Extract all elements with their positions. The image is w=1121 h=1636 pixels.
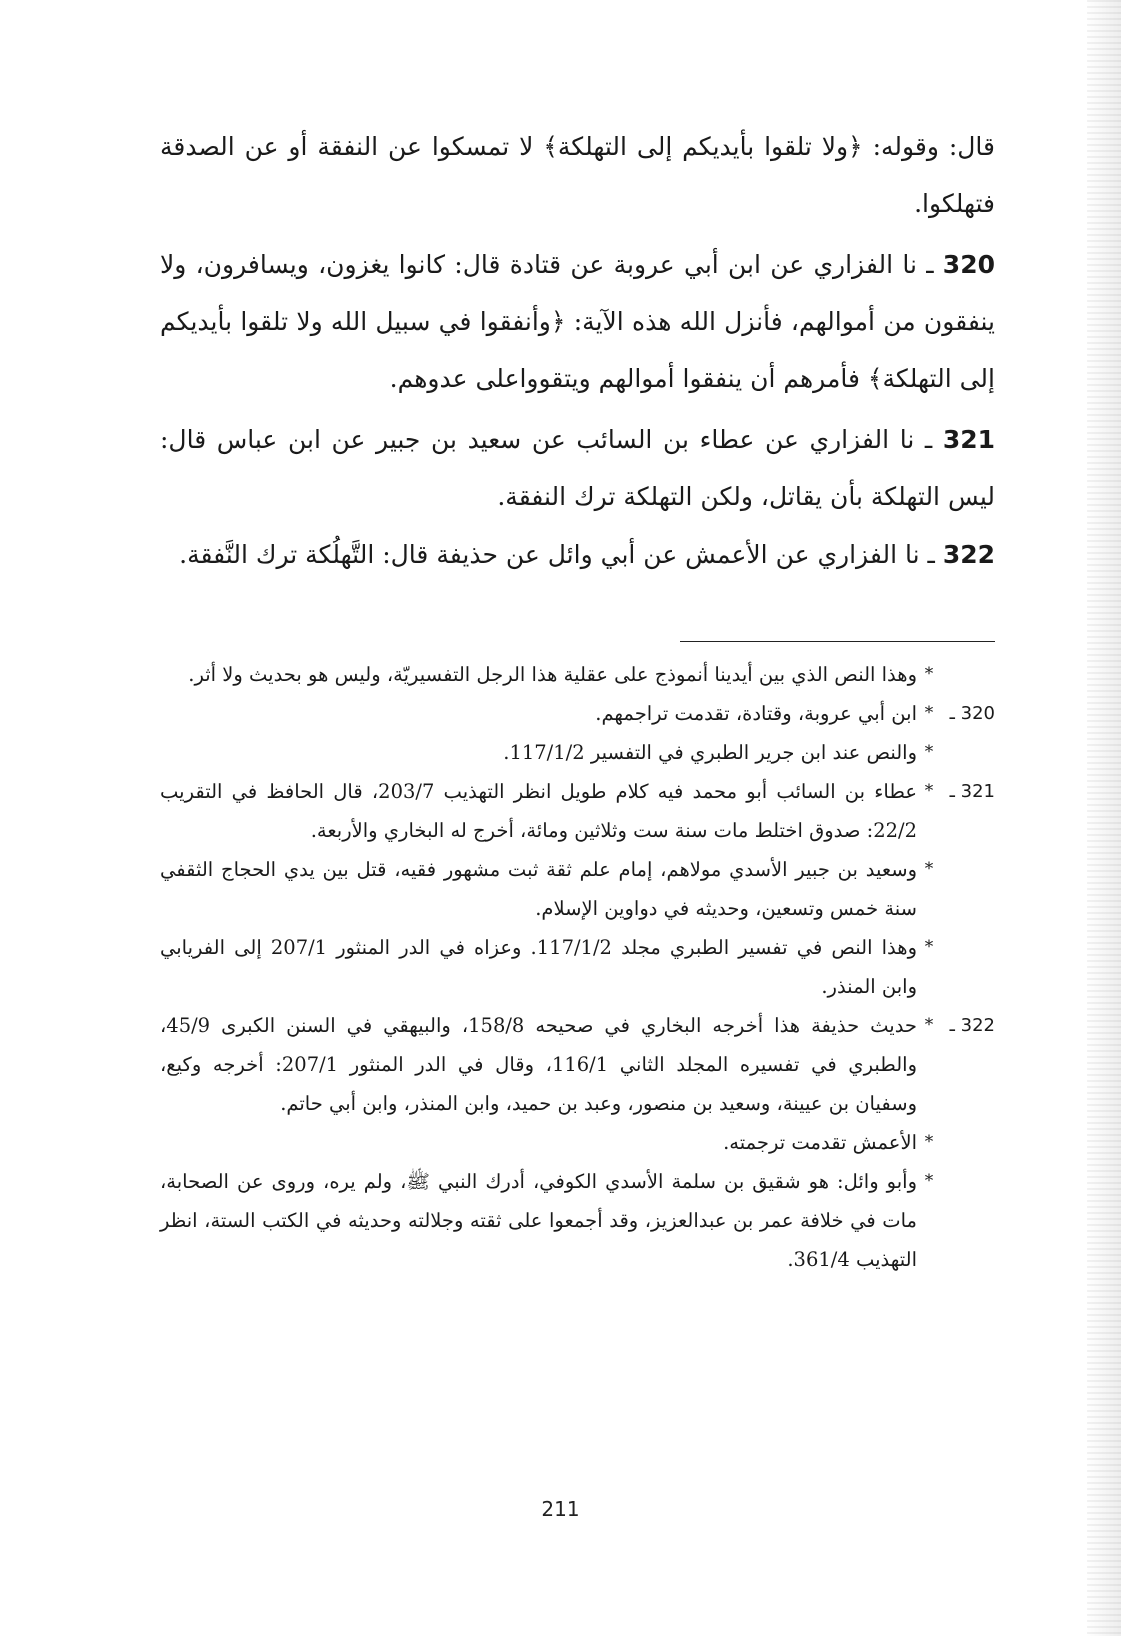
paragraph-321: [160, 411, 995, 525]
footnote: [160, 772, 995, 850]
footnote-marker: *: [924, 742, 934, 762]
footnote-text: وسعيد بن جبير الأسدي مولاهم، إمام علم ثقة ثبت مشهور فقيه، قتل بين يدي الحجاج الثقفي سنة خمس وتسعين، وحديثه في دواوين الإسلام.: [160, 858, 917, 920]
footnote: [160, 733, 995, 772]
footnote: [160, 1162, 995, 1279]
footnote: [160, 694, 995, 733]
footnote: [160, 655, 995, 694]
footnote-marker: *: [924, 664, 934, 684]
footnote-marker: *: [924, 937, 934, 957]
footnote: [160, 1006, 995, 1123]
footnote-label: 320 ـ: [949, 703, 995, 724]
footnote: [160, 1123, 995, 1162]
footnote-text: الأعمش تقدمت ترجمته.: [723, 1131, 917, 1154]
page-number: 211: [541, 1497, 580, 1521]
paragraph-intro-text: قال: وقوله: ﴿ولا تلقوا بأيديكم إلى التهلكة﴾ لا تمسكوا عن النفقة أو عن الصدقة فتهلكوا.: [160, 132, 995, 218]
footnote-marker: *: [924, 781, 934, 801]
footnote-text: وهذا النص الذي بين أيدينا أنموذج على عقلية هذا الرجل التفسيريّة، وليس هو بحديث ولا أثر.: [188, 663, 917, 686]
paragraph-322: [160, 526, 995, 583]
footnote-text: والنص عند ابن جرير الطبري في التفسير 117/1/2.: [503, 741, 917, 764]
footnotes: [160, 655, 995, 1279]
footnote-text: ابن أبي عروبة، وقتادة، تقدمت تراجمهم.: [595, 702, 917, 725]
paragraph-intro: [160, 118, 995, 232]
footnote-marker: *: [924, 1015, 934, 1035]
footnote-label: 321 ـ: [949, 781, 995, 802]
footnote-text: عطاء بن السائب أبو محمد فيه كلام طويل انظر التهذيب 203/7، قال الحافظ في التقريب 22/2: صدوق اختلط مات سنة ست وثلاثين ومائة، أخرج له البخاري والأربعة.: [160, 780, 917, 842]
paragraph-text: ـ نا الفزاري عن ابن أبي عروبة عن قتادة قال: كانوا يغزون، ويسافرون، ولا ينفقون من أموالهم، فأنزل الله هذه الآية: ﴿وأنفقوا في سبيل الله ولا تلقوا بأيديكم إلى التهلكة﴾ فأمرهم أن ينفقوا أموالهم ويتقوواعلى عدوهم.: [160, 250, 995, 393]
footnote-marker: *: [924, 1132, 934, 1152]
paragraph-number: 321: [942, 425, 996, 454]
footnote-marker: *: [924, 1171, 934, 1191]
paragraph-number: 320: [942, 250, 995, 279]
footnote-text: حديث حذيفة هذا أخرجه البخاري في صحيحه 158/8، والبيهقي في السنن الكبرى 45/9، والطبري في تفسيره المجلد الثاني 116/1، وقال في الدر المنثور 207/1: أخرجه وكيع، وسفيان بن عيينة، وسعيد بن منصور، وعبد بن حميد، وابن المنذر، وابن أبي حاتم.: [160, 1014, 917, 1115]
footnote-marker: *: [924, 703, 934, 723]
paragraph-text: ـ نا الفزاري عن عطاء بن السائب عن سعيد بن جبير عن ابن عباس قال: ليس التهلكة بأن يقاتل، ولكن التهلكة ترك النفقة.: [160, 425, 995, 511]
paragraph-text: ـ نا الفزاري عن الأعمش عن أبي وائل عن حذيفة قال: التَّهلُكة ترك النَّفقة.: [179, 540, 935, 569]
paragraph-number: 322: [942, 540, 995, 569]
footnote-marker: *: [924, 859, 934, 879]
scan-edge-shadow: [1087, 0, 1121, 1636]
footnote-text: وأبو وائل: هو شقيق بن سلمة الأسدي الكوفي، أدرك النبي ﷺ، ولم يره، وروى عن الصحابة، مات في خلافة عمر بن عبدالعزيز، وقد أجمعوا على ثقته وجلالته وحديثه في الكتب الستة، انظر التهذيب 361/4.: [160, 1170, 917, 1271]
footnote-label: 322 ـ: [949, 1015, 995, 1036]
footnote: [160, 928, 995, 1006]
paragraph-320: [160, 236, 995, 407]
footnote-text: وهذا النص في تفسير الطبري مجلد 117/1/2. وعزاه في الدر المنثور 207/1 إلى الفريابي وابن المنذر.: [160, 936, 917, 998]
footnote: [160, 850, 995, 928]
footnote-divider: [680, 641, 995, 642]
